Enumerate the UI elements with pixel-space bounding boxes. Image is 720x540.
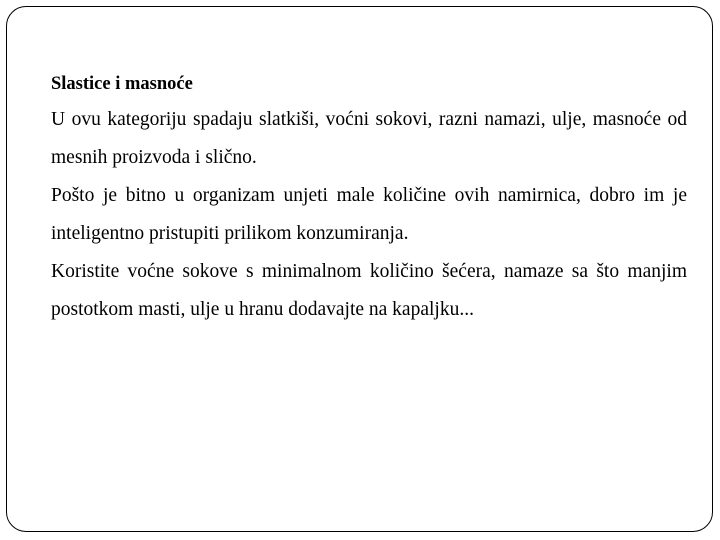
section-heading: Slastice i masnoće <box>51 74 193 94</box>
paragraph-categories: U ovu kategoriju spadaju slatkiši, voćni sokovi, razni namazi, ulje, masnoće od mesnih proizvoda i slično. <box>51 109 687 168</box>
slide-frame <box>6 6 713 532</box>
paragraph-tips: Koristite voćne sokove s minimalnom količino šećera, namaze sa što manjim postotkom masti, ulje u hranu dodavajte na kapaljku... <box>51 261 687 320</box>
slide-content <box>51 67 687 329</box>
paragraph-intake: Pošto je bitno u organizam unjeti male količine ovih namirnica, dobro im je inteligentno pristupiti prilikom konzumiranja. <box>51 185 687 244</box>
